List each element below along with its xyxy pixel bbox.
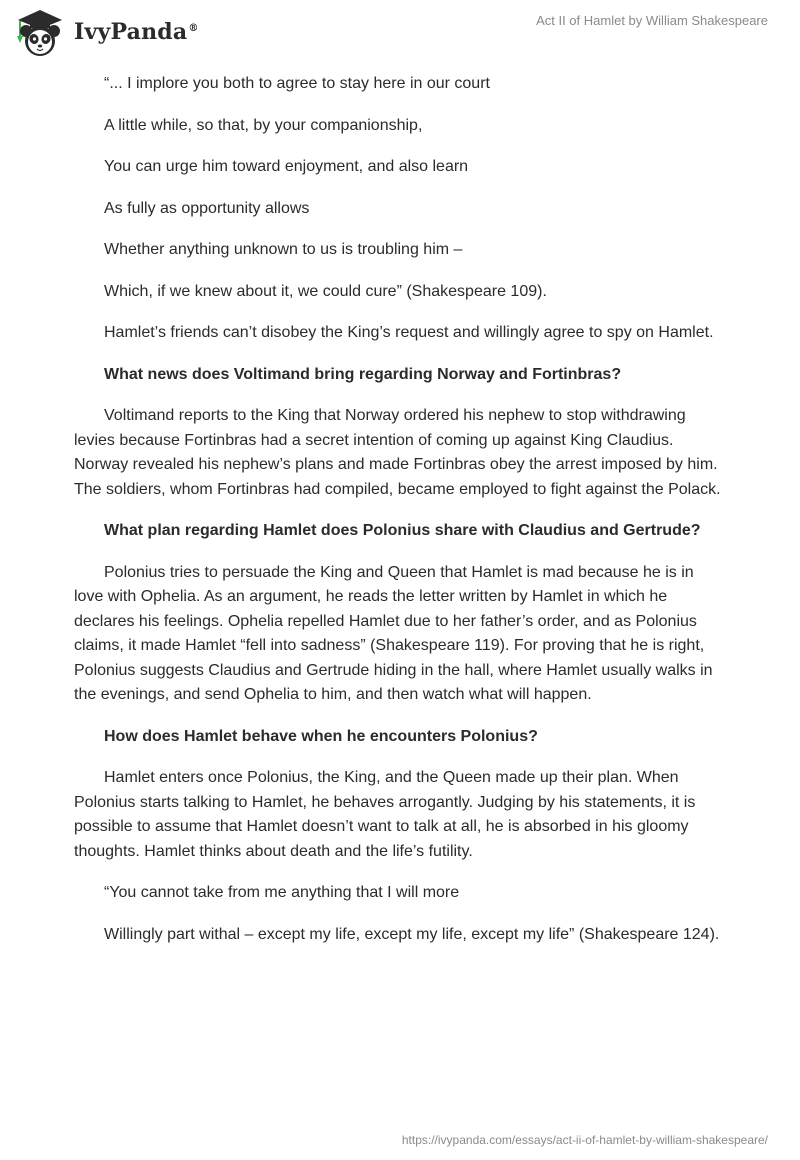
question-heading: How does Hamlet behave when he encounters Polonius? bbox=[104, 727, 538, 745]
ivypanda-logo[interactable] bbox=[12, 6, 199, 58]
document-body bbox=[74, 72, 724, 964]
question-heading: What news does Voltimand bring regarding Norway and Fortinbras? bbox=[104, 365, 622, 383]
paragraph: Whether anything unknown to us is troubling him – bbox=[104, 241, 463, 258]
document-title: Act II of Hamlet by William Shakespeare bbox=[536, 13, 768, 28]
paragraph: Polonius tries to persuade the King and Queen that Hamlet is mad because he is in love with Ophelia. As an argument, he reads the letter written by Hamlet in which he declares his feelings. Ophelia repelled Hamlet due to her father’s order, and as Polonius claims, it made Hamlet “fell into sadness” (Shakespeare 119). For proving that he is right, Polonius suggests Claudius and Gertrude hiding in the hall, where Hamlet usually walks in the evenings, and send Ophelia to him, and then watch what will happen. bbox=[74, 563, 713, 703]
paragraph: As fully as opportunity allows bbox=[104, 199, 310, 217]
panda-graduate-icon bbox=[12, 6, 68, 58]
paragraph: Willingly part withal – except my life, except my life, except my life” (Shakespeare 124). bbox=[104, 925, 720, 943]
paragraph: “You cannot take from me anything that I will more bbox=[104, 884, 460, 901]
registered-mark: ® bbox=[188, 22, 199, 34]
paragraph: “... I implore you both to agree to stay here in our court bbox=[104, 75, 490, 92]
question-heading: What plan regarding Hamlet does Polonius share with Claudius and Gertrude? bbox=[104, 522, 701, 539]
paragraph: Hamlet enters once Polonius, the King, and the Queen made up their plan. When Polonius starts talking to Hamlet, he behaves arrogantly. Judging by his statements, it is possible to assume that Hamlet doesn’t want to talk at all, he is absorbed in his gloomy thoughts. Hamlet thinks about death and the life’s futility. bbox=[74, 769, 696, 860]
paragraph: Which, if we knew about it, we could cure” (Shakespeare 109). bbox=[104, 282, 547, 300]
brand-name: IvyPanda® bbox=[74, 19, 199, 45]
page-header bbox=[0, 0, 800, 66]
paragraph: A little while, so that, by your companionship, bbox=[104, 116, 423, 134]
paragraph: Hamlet’s friends can’t disobey the King’s request and willingly agree to spy on Hamlet. bbox=[104, 324, 714, 341]
paragraph: You can urge him toward enjoyment, and also learn bbox=[104, 158, 469, 175]
source-url-link[interactable]: https://ivypanda.com/essays/act-ii-of-hamlet-by-william-shakespeare/ bbox=[401, 1133, 768, 1147]
paragraph: Voltimand reports to the King that Norway ordered his nephew to stop withdrawing levies because Fortinbras had a secret intention of coming up against King Claudius. Norway revealed his nephew’s plans and made Fortinbras obey the arrest imposed by him. The soldiers, whom Fortinbras had compiled, became employed to fight against the Polack. bbox=[74, 407, 721, 498]
